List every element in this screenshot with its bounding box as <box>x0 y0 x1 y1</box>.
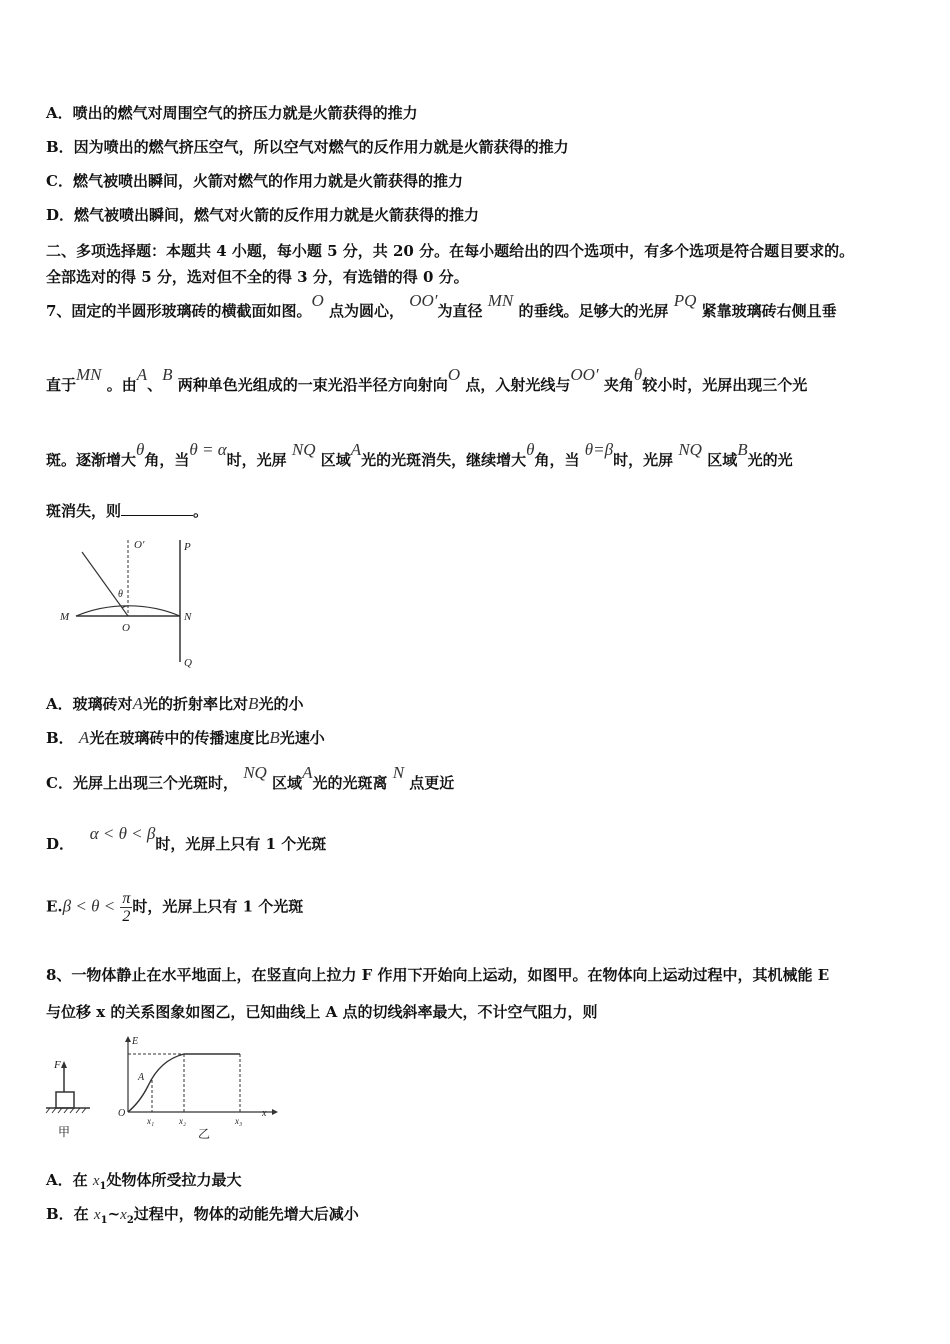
fig-label-n: N <box>184 611 192 623</box>
fig-label-a: A <box>138 1072 145 1083</box>
q7-stem-line4: 斑消失，则 。 <box>46 502 209 520</box>
q7-stem-line3: 斑。逐渐增大θ角，当θ = α时，光屏 NQ 区域A光的光斑消失，继续增大θ角，当 θ=β时，光屏 NQ 区域B光的光 <box>46 440 793 469</box>
fig-label-x1: x₁ <box>147 1116 155 1126</box>
fig-label-x: x <box>262 1108 267 1119</box>
fig-label-origin: O <box>118 1108 126 1119</box>
fig-label-q: Q <box>184 657 192 669</box>
pi-over-two: $\frac{\pi}{2}$ <box>122 890 131 925</box>
q6-option-d: D．燃气被喷出瞬间，燃气对火箭的反作用力就是火箭获得的推力 <box>46 206 480 224</box>
q8-stem-line1: 8、一物体静止在水平地面上，在竖直向上拉力 F 作用下开始向上运动，如图甲。在物体向上运动过程中，其机械能 E <box>46 966 830 984</box>
q6-option-a: A．喷出的燃气对周围空气的挤压力就是火箭获得的推力 <box>46 104 418 122</box>
q8-figure-jia <box>42 1052 102 1142</box>
fig-label-m: M <box>60 611 70 623</box>
fig-label-theta: θ <box>118 589 123 600</box>
q7-figure <box>56 534 206 674</box>
q7-option-a: A．玻璃砖对A光的折射率比对B光的小 <box>46 694 304 713</box>
q8-option-a: A．在 $x_1$处物体所受拉力最大 <box>46 1171 242 1192</box>
fig-label-f: F <box>54 1059 61 1071</box>
fig-label-x3: x₃ <box>235 1116 243 1126</box>
answer-blank <box>121 501 193 516</box>
q7-option-b: B． A光在玻璃砖中的传播速度比B光速小 <box>46 728 325 747</box>
section2-heading: 二、多项选择题：本题共 4 小题，每小题 5 分，共 20 分。在每小题给出的四个选项中，有多个选项是符合题目要求的。 <box>46 242 855 260</box>
fig-label-p: P <box>184 541 191 553</box>
q7-stem-line1: 7、固定的半圆形玻璃砖的横截面如图。O 点为圆心， OO′为直径 MN 的垂线。足够大的光屏 PQ 紧靠玻璃砖右侧且垂 <box>46 291 837 320</box>
q7-option-d: D． α < θ < β时，光屏上只有 1 个光斑 <box>46 824 327 853</box>
fig-label-jia: 甲 <box>58 1125 71 1139</box>
q6-option-c: C．燃气被喷出瞬间，火箭对燃气的作用力就是火箭获得的推力 <box>46 172 463 190</box>
section2-scoring: 全部选对的得 5 分，选对但不全的得 3 分，有选错的得 0 分。 <box>46 268 469 286</box>
fig-label-e: E <box>132 1036 139 1047</box>
fig-label-o-prime: O′ <box>134 539 145 551</box>
q7-stem-line2: 直于MN 。由A、B 两种单色光组成的一束光沿半径方向射向O 点，入射光线与OO′ 夹角θ较小时，光屏出现三个光 <box>46 365 808 394</box>
q8-option-b: B．在 $x_1\sim x_2$过程中，物体的动能先增大后减小 <box>46 1205 359 1226</box>
fig-label-o: O <box>122 622 130 634</box>
q7-option-c: C．光屏上出现三个光斑时， NQ 区域A光的光斑离 N 点更近 <box>46 763 455 792</box>
q8-figure-yi <box>112 1034 282 1144</box>
q8-stem-line2: 与位移 x 的关系图象如图乙，已知曲线上 A 点的切线斜率最大，不计空气阻力，则 <box>46 1003 598 1021</box>
fig-label-x2: x₂ <box>179 1116 187 1126</box>
q7-option-e: E.β < θ < $\frac{\pi}{2}$ 时，光屏上只有 1 个光斑 <box>46 890 304 925</box>
q6-option-b: B．因为喷出的燃气挤压空气，所以空气对燃气的反作用力就是火箭获得的推力 <box>46 138 569 156</box>
fig-label-yi: 乙 <box>198 1127 211 1141</box>
